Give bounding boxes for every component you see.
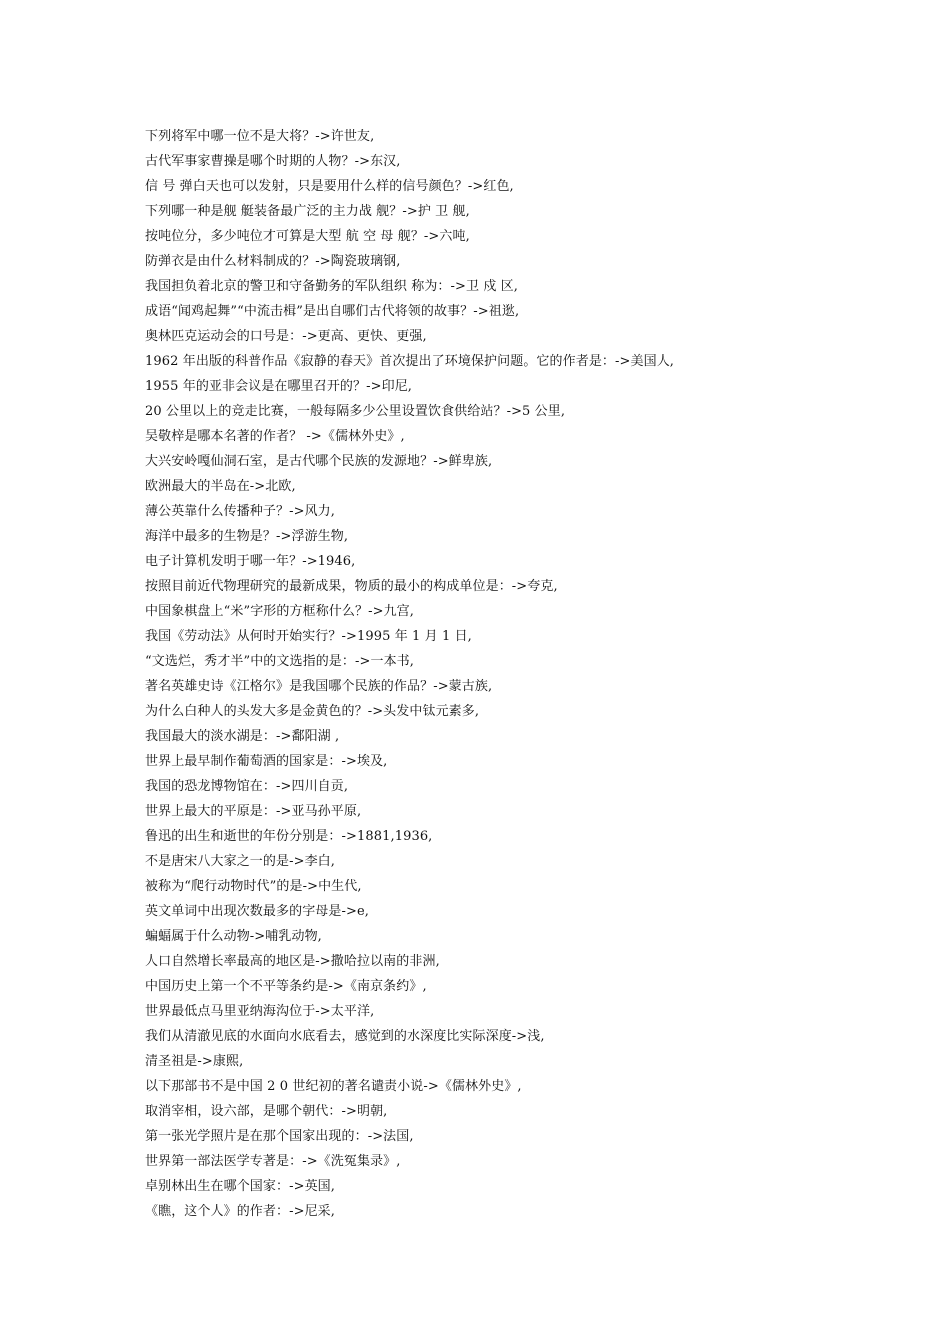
qa-line: 我国最大的淡水湖是：->鄱阳湖 , xyxy=(145,729,340,744)
qa-line: 取消宰相，设六部，是哪个朝代：->明朝, xyxy=(145,1104,388,1119)
qa-line: 世界最低点马里亚纳海沟位于->太平洋, xyxy=(145,1004,375,1019)
qa-line: 不是唐宋八大家之一的是->李白, xyxy=(145,854,336,869)
qa-line: 世界上最早制作葡萄酒的国家是：->埃及, xyxy=(145,754,388,769)
qa-line: 1955 年的亚非会议是在哪里召开的？->印尼, xyxy=(145,379,413,394)
qa-line: 我国的恐龙博物馆在：->四川自贡, xyxy=(145,779,349,794)
qa-line: 为什么白种人的头发大多是金黄色的？->头发中钛元素多, xyxy=(145,704,480,719)
qa-line: 防弹衣是由什么材料制成的？->陶瓷玻璃钢, xyxy=(145,254,401,269)
qa-line: 鲁迅的出生和逝世的年份分别是：->1881,1936, xyxy=(145,829,433,844)
qa-line: 按吨位分，多少吨位才可算是大型 航 空 母 舰？->六吨, xyxy=(145,229,470,244)
qa-line: 《瞧，这个人》的作者：->尼采, xyxy=(145,1204,336,1219)
qa-line: 大兴安岭嘎仙洞石室，是古代哪个民族的发源地？->鲜卑族, xyxy=(145,454,493,469)
qa-line: 清圣祖是->康熙, xyxy=(145,1054,244,1069)
qa-line: 下列将军中哪一位不是大将？->许世友, xyxy=(145,129,375,144)
qa-line: 著名英雄史诗《江格尔》是我国哪个民族的作品？->蒙古族, xyxy=(145,679,493,694)
qa-line: 中国历史上第一个不平等条约是->《南京条约》, xyxy=(145,979,427,994)
qa-line: 按照目前近代物理研究的最新成果，物质的最小的构成单位是：->夸克, xyxy=(145,579,558,594)
question-answer-list xyxy=(145,124,825,1224)
qa-line: 1962 年出版的科普作品《寂静的春天》首次提出了环境保护问题。它的作者是：->美国人, xyxy=(145,354,675,369)
qa-line: 我国担负着北京的警卫和守备勤务的军队组织 称为：->卫 戍 区, xyxy=(145,279,519,294)
qa-line: 成语“闻鸡起舞”“中流击楫”是出自哪们古代将领的故事？->祖逖, xyxy=(145,304,520,319)
qa-line: 以下那部书不是中国 2 0 世纪初的著名谴责小说->《儒林外史》, xyxy=(145,1079,522,1094)
qa-line: 海洋中最多的生物是？->浮游生物, xyxy=(145,529,349,544)
qa-line: 世界上最大的平原是：->亚马孙平原, xyxy=(145,804,362,819)
qa-line: 蝙蝠属于什么动物->哺乳动物, xyxy=(145,929,322,944)
qa-line: 吴敬梓是哪本名著的作者？ ->《儒林外史》, xyxy=(145,429,405,444)
qa-line: 世界第一部法医学专著是：->《洗冤集录》, xyxy=(145,1154,401,1169)
qa-line: 电子计算机发明于哪一年？->1946, xyxy=(145,554,356,569)
qa-line: 被称为“爬行动物时代”的是->中生代, xyxy=(145,879,362,894)
qa-line: 信 号 弹白天也可以发射，只是要用什么样的信号颜色？->红色, xyxy=(145,179,514,194)
qa-line: 中国象棋盘上“米”字形的方框称什么？->九宫, xyxy=(145,604,415,619)
qa-line: 我们从清澈见底的水面向水底看去，感觉到的水深度比实际深度->浅, xyxy=(145,1029,545,1044)
qa-line: 下列哪一种是舰 艇装备最广泛的主力战 舰？->护 卫 舰, xyxy=(145,204,470,219)
qa-line: 古代军事家曹操是哪个时期的人物？->东汉, xyxy=(145,154,401,169)
qa-line: “文选烂，秀才半”中的文选指的是：->一本书, xyxy=(145,654,415,669)
qa-line: 薄公英靠什么传播种子？->风力, xyxy=(145,504,336,519)
qa-line: 我国《劳动法》从何时开始实行？->1995 年 1 月 1 日, xyxy=(145,629,472,644)
qa-line: 卓别林出生在哪个国家：->英国, xyxy=(145,1179,336,1194)
qa-line: 第一张光学照片是在那个国家出现的：->法国, xyxy=(145,1129,414,1144)
qa-line: 欧洲最大的半岛在->北欧, xyxy=(145,479,296,494)
qa-line: 英文单词中出现次数最多的字母是->e, xyxy=(145,904,370,919)
qa-line: 20 公里以上的竞走比赛，一般每隔多少公里设置饮食供给站？->5 公里, xyxy=(145,404,566,419)
qa-line: 人口自然增长率最高的地区是->撒哈拉以南的非洲, xyxy=(145,954,440,969)
qa-line: 奥林匹克运动会的口号是：->更高、更快、更强, xyxy=(145,329,427,344)
